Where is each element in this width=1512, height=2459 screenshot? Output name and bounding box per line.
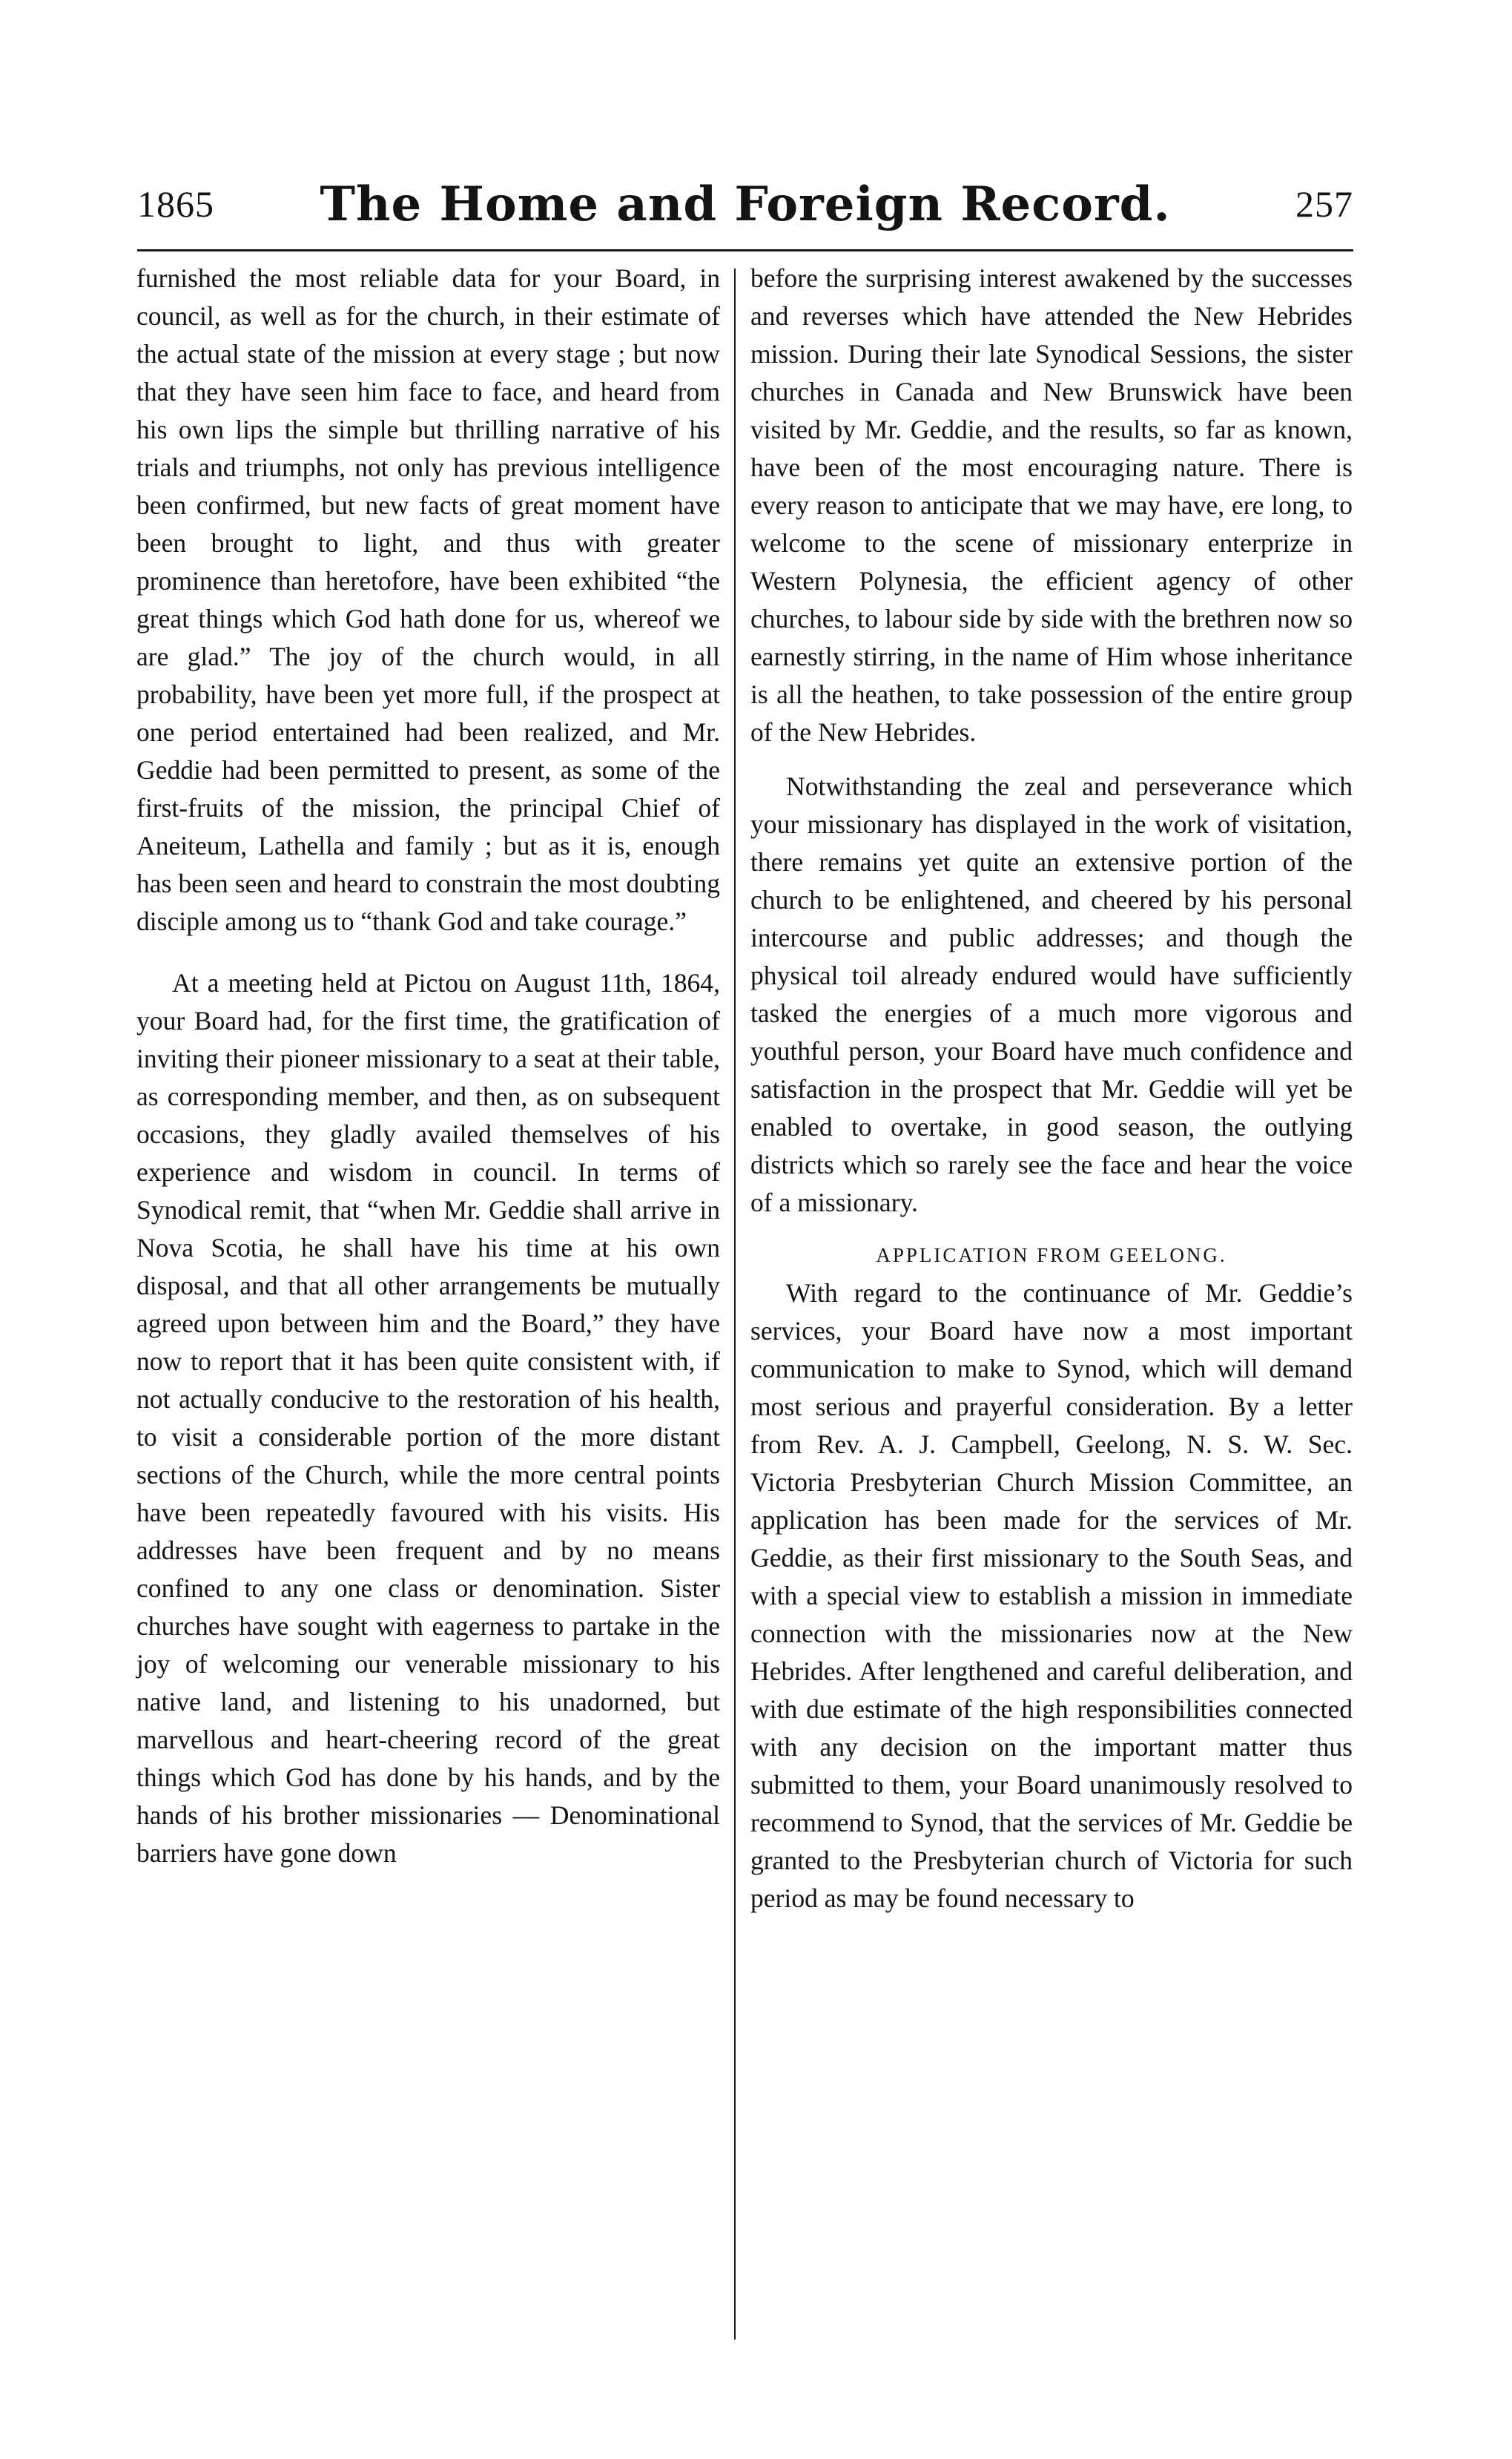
journal-title: The Home and Foreign Record. xyxy=(320,177,1171,232)
left-paragraph-1: furnished the most reliable data for your Board, in council, as well as for the church, in their estimate of the actual state of the mission at every stage ; but now that they have seen him face to face, and heard from his own lips the simple but thrilling narrative of his trials and triumphs, not only has previous intelligence been confirmed, but new facts of great moment have been brought to light, and thus with greater prominence than heretofore, have been exhibited “the great things which God hath done for us, whereof we are glad.” The joy of the church would, in all probability, have been yet more full, if the prospect at one period entertained had been realized, and Mr. Geddie had been permitted to present, as some of the first-fruits of the mission, the principal Chief of Aneiteum, Lathella and family ; but as it is, enough has been seen and heard to constrain the most doubting disciple among us to “thank God and take courage.” xyxy=(136,263,720,936)
right-column xyxy=(750,260,1353,1918)
header-year: 1865 xyxy=(137,183,214,225)
left-column xyxy=(136,260,720,1872)
section-subheading: APPLICATION FROM GEELONG. xyxy=(876,1244,1227,1266)
column-divider xyxy=(734,269,736,2340)
header-rule xyxy=(137,249,1353,251)
right-paragraph-3: With regard to the continuance of Mr. Geddie’s services, your Board have now a most important communication to make to Synod, which will demand most serious and prayerful consideration. By a letter from Rev. A. J. Campbell, Geelong, N. S. W. Sec. Victoria Presbyterian Church Mission Committee, an application has been made for the services of Mr. Geddie, as their first missionary to the South Seas, and with a special view to establish a mission in immediate connection with the missionaries now at the New Hebrides. After lengthened and careful deliberation, and with due estimate of the high responsibilities connected with any decision on the important matter thus submitted to them, your Board unanimously resolved to recommend to Synod, that the services of Mr. Geddie be granted to the Presbyterian church of Victoria for such period as may be found necessary to xyxy=(750,1278,1353,1913)
left-paragraph-2: At a meeting held at Pictou on August 11th, 1864, your Board had, for the first time, the gratification of inviting their pioneer missionary to a seat at their table, as corresponding member, and then, as on subsequent occasions, they gladly availed themselves of his experience and wisdom in council. In terms of Synodical remit, that “when Mr. Geddie shall arrive in Nova Scotia, he shall have his time at his own disposal, and that all other arrangements be mutually agreed upon between him and the Board,” they have now to report that it has been quite consistent with, if not actually conducive to the restoration of his health, to visit a considerable portion of the more distant sections of the Church, while the more central points have been repeatedly favoured with his visits. His addresses have been frequent and by no means confined to any one class or denomination. Sister churches have sought with eagerness to partake in the joy of welcoming our venerable missionary to his native land, and listening to his unadorned, but marvellous and heart-cheering record of the great things which God has done by his hands, and by the hands of his brother missionaries — Denominational barriers have gone down xyxy=(136,968,720,1868)
right-paragraph-1: before the surprising interest awakened by the successes and reverses which have attended the New Hebrides mission. During their late Synodical Sessions, the sister churches in Canada and New Brunswick have been visited by Mr. Geddie, and the results, so far as known, have been of the most encouraging nature. There is every reason to anticipate that we may have, ere long, to welcome to the scene of missionary enterprize in Western Polynesia, the efficient agency of other churches, to labour side by side with the brethren now so earnestly stirring, in the name of Him whose inheritance is all the heathen, to take possession of the entire group of the New Hebrides. xyxy=(750,263,1353,747)
right-paragraph-2: Notwithstanding the zeal and perseverance which your missionary has displayed in the work of visitation, there remains yet quite an extensive portion of the church to be enlightened, and cheered by his personal intercourse and public addresses; and though the physical toil already endured would have sufficiently tasked the energies of a much more vigorous and youthful person, your Board have much confidence and satisfaction in the prospect that Mr. Geddie will yet be enabled to overtake, in good season, the outlying districts which so rarely see the face and hear the voice of a missionary. xyxy=(750,771,1353,1217)
page-number: 257 xyxy=(1295,183,1353,225)
running-header xyxy=(137,177,1353,236)
